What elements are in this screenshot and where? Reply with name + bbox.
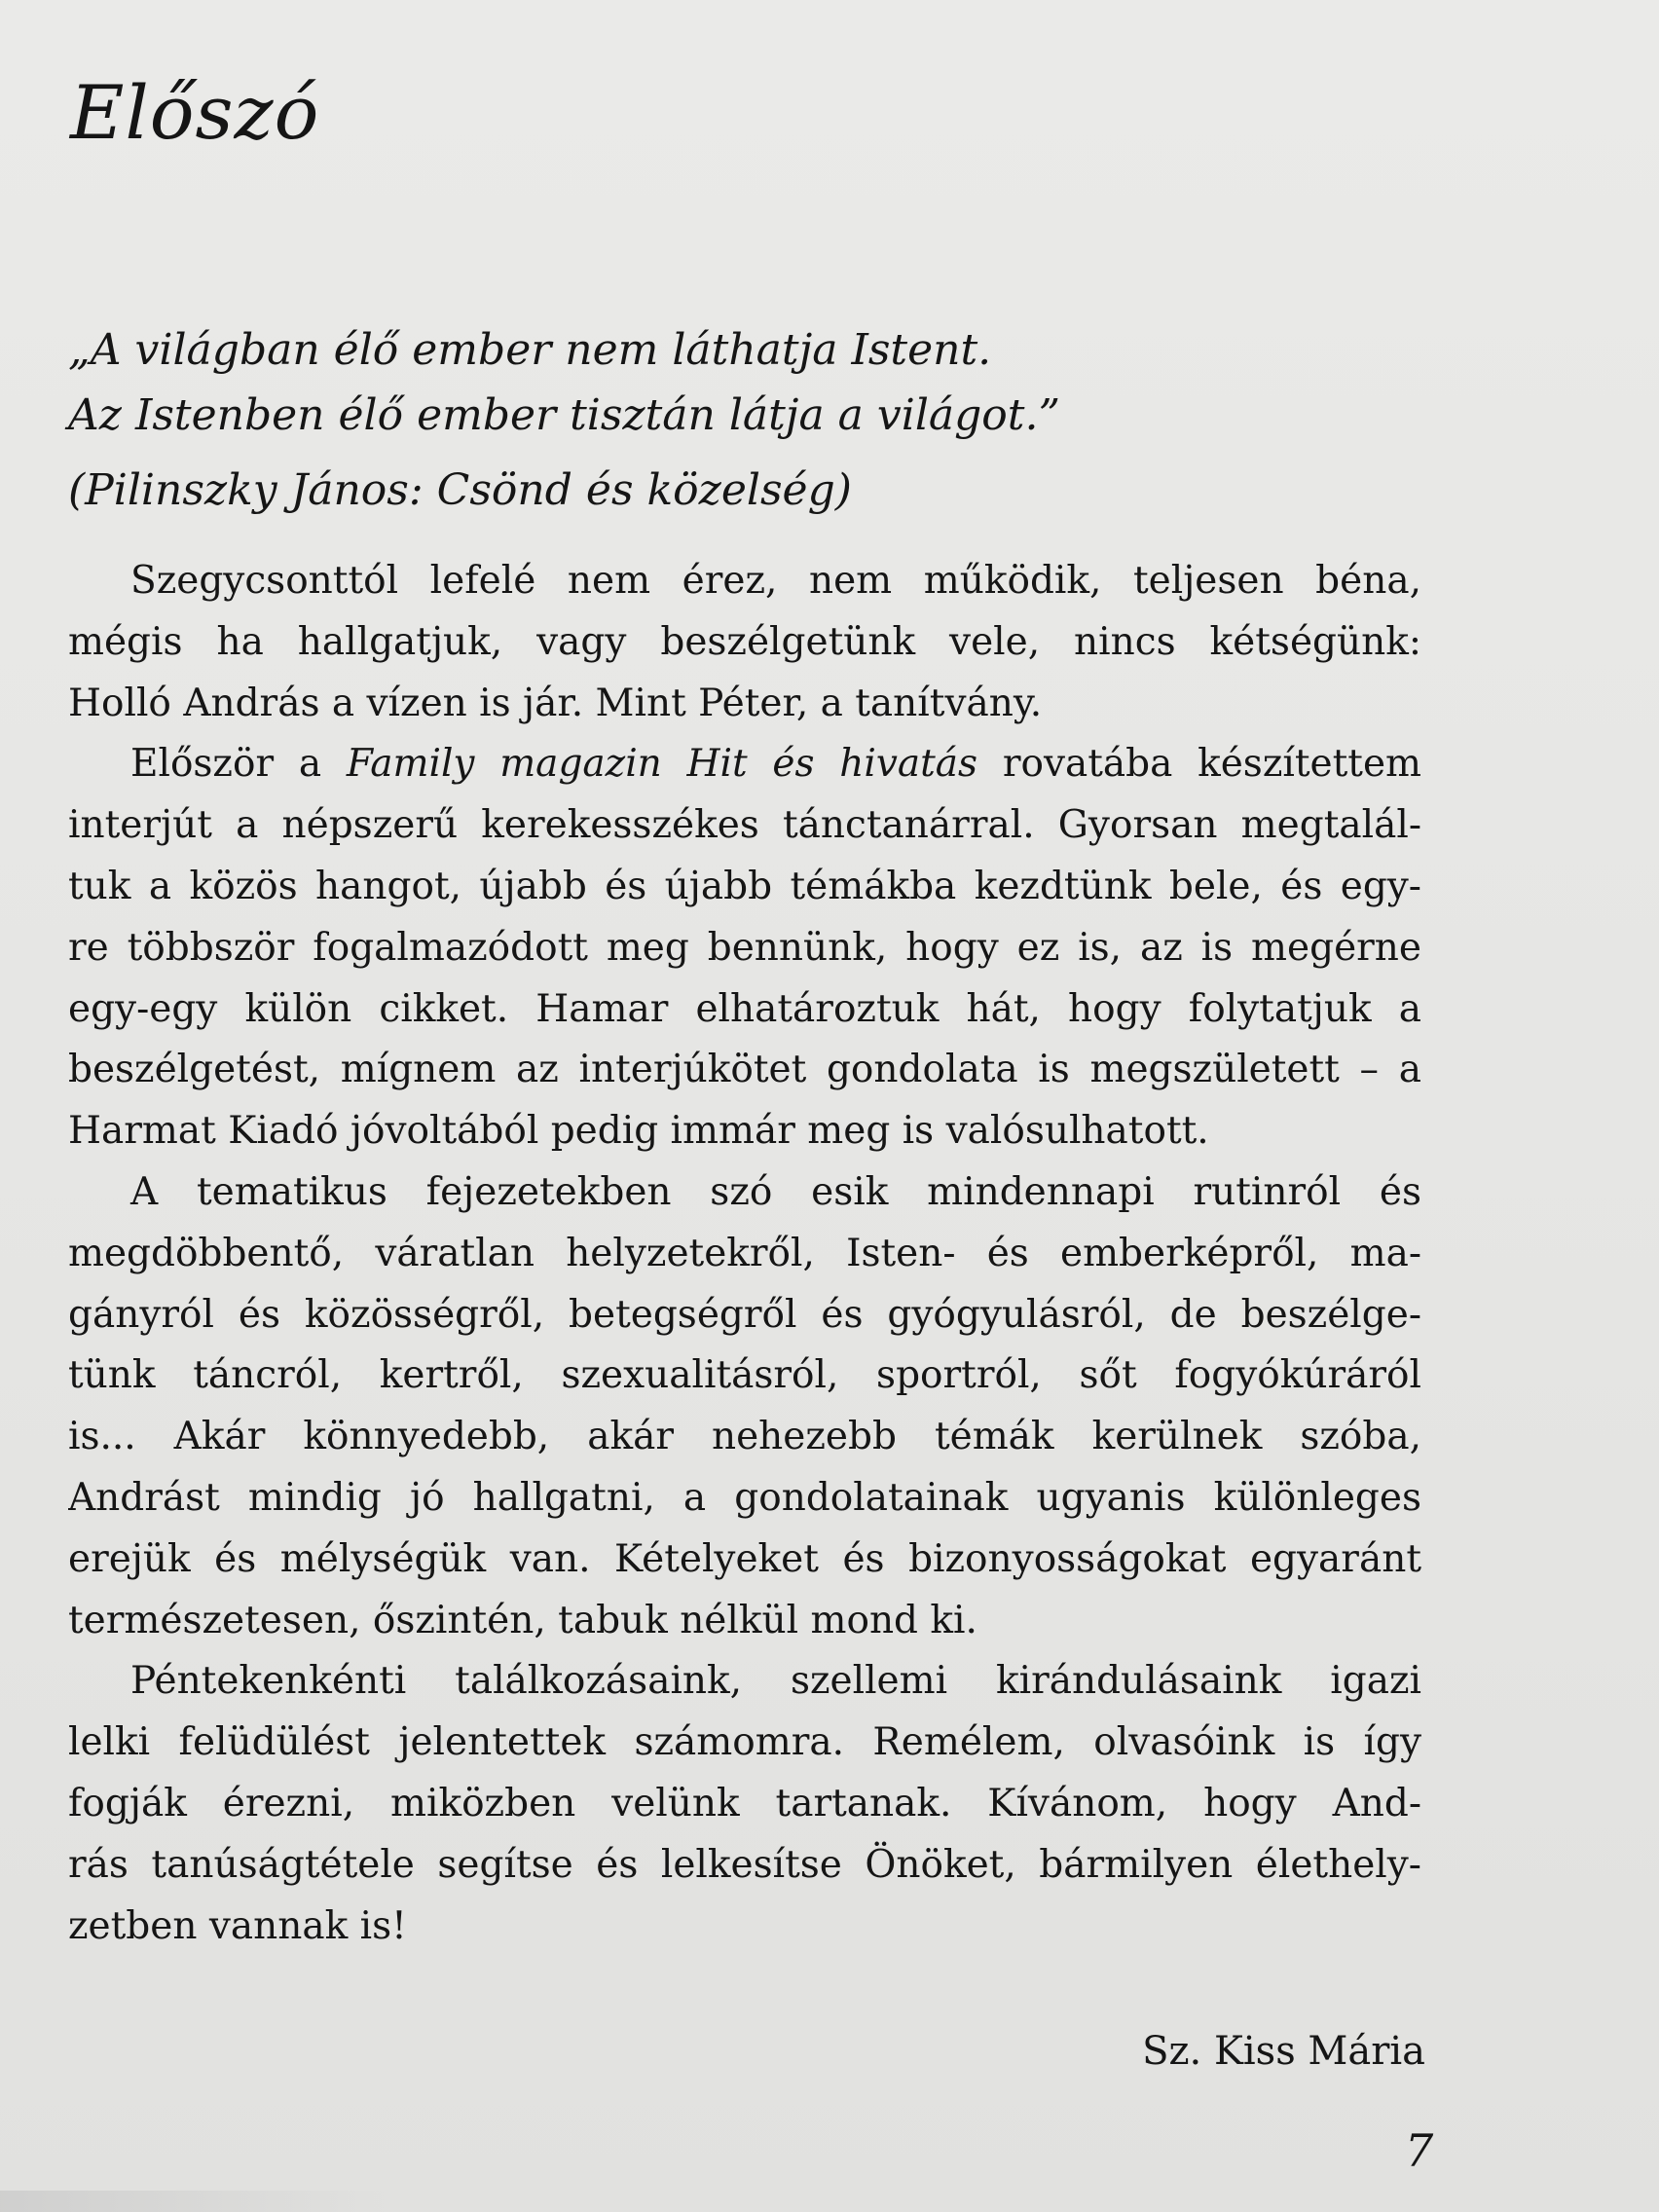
text-line: Harmat Kiadó jóvoltából pedig immár meg is valósulhatott. <box>68 1109 1209 1154</box>
motto-quote <box>68 317 1431 448</box>
text-line: Péntekenkénti találkozásaink, szellemi kirándulásaink igazi <box>130 1659 1421 1704</box>
text-line: természetesen, őszintén, tabuk nélkül mond ki. <box>68 1598 977 1642</box>
motto-line: „A világban élő ember nem láthatja Istent. <box>68 325 992 375</box>
text-line: erejük és mélységük van. Kételyeket és bizonyosságokat egyaránt <box>68 1536 1421 1581</box>
text-line: zetben vannak is! <box>68 1903 407 1948</box>
text-run: Először a <box>130 742 347 787</box>
text-line: egy-egy külön cikket. Hamar elhatároztuk hát, hogy folytatjuk a <box>68 986 1421 1031</box>
text-line: tuk a közös hangot, újabb és újabb témákba kezdtünk bele, és egy- <box>68 864 1421 908</box>
text-line: re többször fogalmazódott meg bennünk, hogy ez is, az is megérne <box>68 925 1421 970</box>
page-number: 7 <box>1405 2124 1434 2177</box>
text-line: rás tanúságtétele segítse és lelkesítse Önöket, bármilyen élethely- <box>68 1842 1421 1887</box>
text-line: gányról és közösségről, betegségről és gyógyulásról, de beszélge- <box>68 1292 1421 1337</box>
text-line: lelki felüdülést jelentettek számomra. Remélem, olvasóink is így <box>68 1720 1421 1765</box>
text-line: fogják érezni, miközben velünk tartanak. Kívánom, hogy And- <box>68 1781 1421 1825</box>
magazine-column-title: Family magazin Hit és hivatás <box>346 742 978 787</box>
author-signature: Sz. Kiss Mária <box>1142 2029 1425 2074</box>
text-line: Andrást mindig jó hallgatni, a gondolatainak ugyanis különleges <box>68 1475 1421 1520</box>
text-line: megdöbbentő, váratlan helyzetekről, Isten- és emberképről, ma- <box>68 1231 1421 1275</box>
watermark-strip <box>0 2191 389 2212</box>
text-line: tünk táncról, kertről, szexualitásról, sportról, sőt fogyókúráról <box>68 1353 1421 1398</box>
text-line: interjút a népszerű kerekesszékes tánctanárral. Gyorsan megtalál- <box>68 803 1421 848</box>
text-line <box>68 734 1421 795</box>
chapter-title: Előszó <box>70 69 320 156</box>
text-line: is... Akár könnyedebb, akár nehezebb témák kerülnek szóba, <box>68 1415 1421 1459</box>
text-line: Holló András a vízen is jár. Mint Péter, a tanítvány. <box>68 681 1043 725</box>
text-line: mégis ha hallgatjuk, vagy beszélgetünk vele, nincs kétségünk: <box>68 619 1421 664</box>
motto-source: (Pilinszky János: Csönd és közelség) <box>68 465 852 515</box>
motto-line: Az Istenben élő ember tisztán látja a világot.” <box>68 390 1060 440</box>
text-line: A tematikus fejezetekben szó esik mindennapi rutinról és <box>130 1169 1421 1214</box>
body-text <box>68 551 1421 1957</box>
text-run: rovatába készítettem <box>977 742 1421 787</box>
text-line: beszélgetést, mígnem az interjúkötet gondolata is megszületett – a <box>68 1048 1421 1092</box>
text-line: Szegycsonttól lefelé nem érez, nem működik, teljesen béna, <box>130 559 1421 603</box>
